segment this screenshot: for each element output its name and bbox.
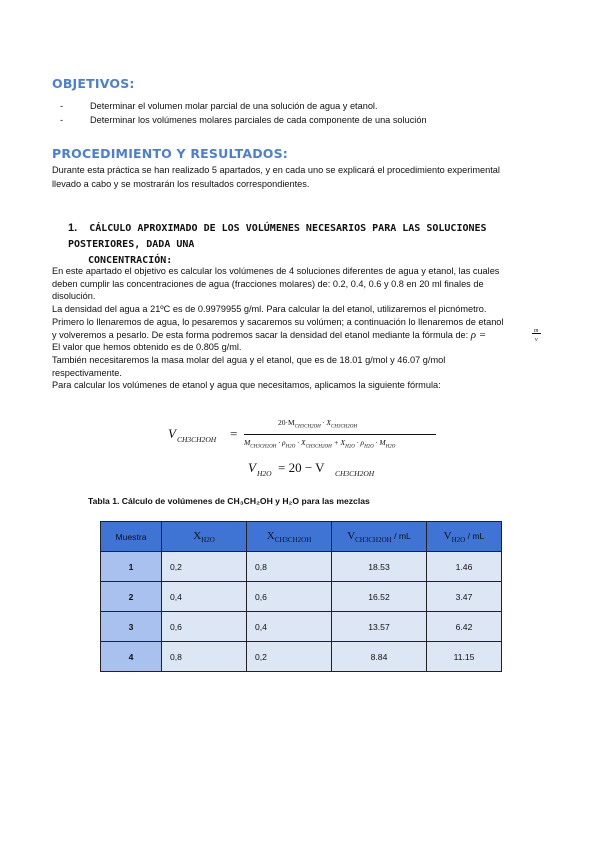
header-v-h2o: $V_{H2O}$ / mL [427, 522, 502, 552]
header-muestra: Muestra [101, 522, 162, 552]
volume-formula: V CH3CH2OH = $20\cdot M_{CH3CH2OH} \cdot X_{CH3CH2OH}$ $M_{CH3CH2OH} \cdot \rho_{H2O} \cdot X_{CH3CH2OH} + X_{H2O} \cdot \rho_{H2O} \cdot M_{H2O}$ [168, 420, 458, 460]
list-item: - Determinar el volumen molar parcial de una solución de agua y etanol. [60, 101, 378, 111]
density-formula: ρ = [470, 328, 487, 341]
fraction-bar [244, 434, 436, 435]
table-row: 4 0,8 0,2 8.84 11.15 [101, 642, 502, 672]
table-caption: Tabla 1. Cálculo de volúmenes de CH₃CH₂OH y H₂O para las mezclas [88, 496, 370, 506]
procedimiento-intro: Durante esta práctica se han realizado 5 apartados, y en cada uno se explicará el procedimiento experimental llevado a cabo y se mostrarán los resultados correspondientes. [52, 165, 500, 189]
section-1-heading: 1. CÁLCULO APROXIMADO DE LOS VOLÚMENES NECESARIOS PARA LAS SOLUCIONES POSTERIORES, DADA UNA CONCENTRACIÓN: [68, 222, 487, 266]
table-row: 1 0,2 0,8 18.53 1.46 [101, 552, 502, 582]
volumes-table [100, 521, 502, 672]
table-header-row [101, 522, 502, 552]
objetivos-list [60, 99, 427, 127]
table-row: 2 0,4 0,6 16.52 3.47 [101, 582, 502, 612]
objetivos-heading: OBJETIVOS: [52, 76, 135, 91]
list-item: - Determinar los volúmenes molares parciales de cada componente de una solución [60, 115, 427, 125]
header-x-etanol: $X_{CH3CH2OH}$ [247, 522, 332, 552]
procedimiento-heading: PROCEDIMIENTO Y RESULTADOS: [52, 146, 288, 161]
header-x-h2o: $X_{H2O}$ [162, 522, 247, 552]
formula-denominator: $M_{CH3CH2OH} \cdot \rho_{H2O} \cdot X_{CH3CH2OH} + X_{H2O} \cdot \rho_{H2O} \cdot M_{H2O}$ [244, 438, 396, 450]
formula-numerator: $20\cdot M_{CH3CH2OH} \cdot X_{CH3CH2OH}$ [278, 418, 358, 430]
header-v-etanol: $V_{CH3CH2OH}$ / mL [332, 522, 427, 552]
table-row: 3 0,6 0,4 13.57 6.42 [101, 612, 502, 642]
section-1-body: En este apartado el objetivo es calcular los volúmenes de 4 soluciones diferentes de agua y etanol, las cuales deben cumplir las concentraciones de agua (fracciones molares) de: 0.2, 0.4, 0.6 y 0.8 en 20 ml finales de disolución. La densidad del agua a 21ºC es de 0.9979955 g/ml. Para calcular la del etanol, utilizaremos el picnómetro. Primero lo llenaremos de agua, lo pesaremos y sacaremos su volúmen; a continuación lo llenaremos de etanol y volveremos a pesarlo. De esta forma podremos sacar la densidad del etanol mediante la fórmula de: ρ = m v El valor que hemos obtenido es de 0.805 g/ml. También necesitaremos la masa molar del agua y el etanol, que es de 18.01 g/mol y 46.07 g/mol respectivamente. Para calcular los volúmenes de etanol y agua que necesitamos, aplicamos la siguiente fórmula: [52, 265, 552, 392]
water-volume-formula: V H2O = 20 − V CH3CH2OH [248, 460, 375, 478]
